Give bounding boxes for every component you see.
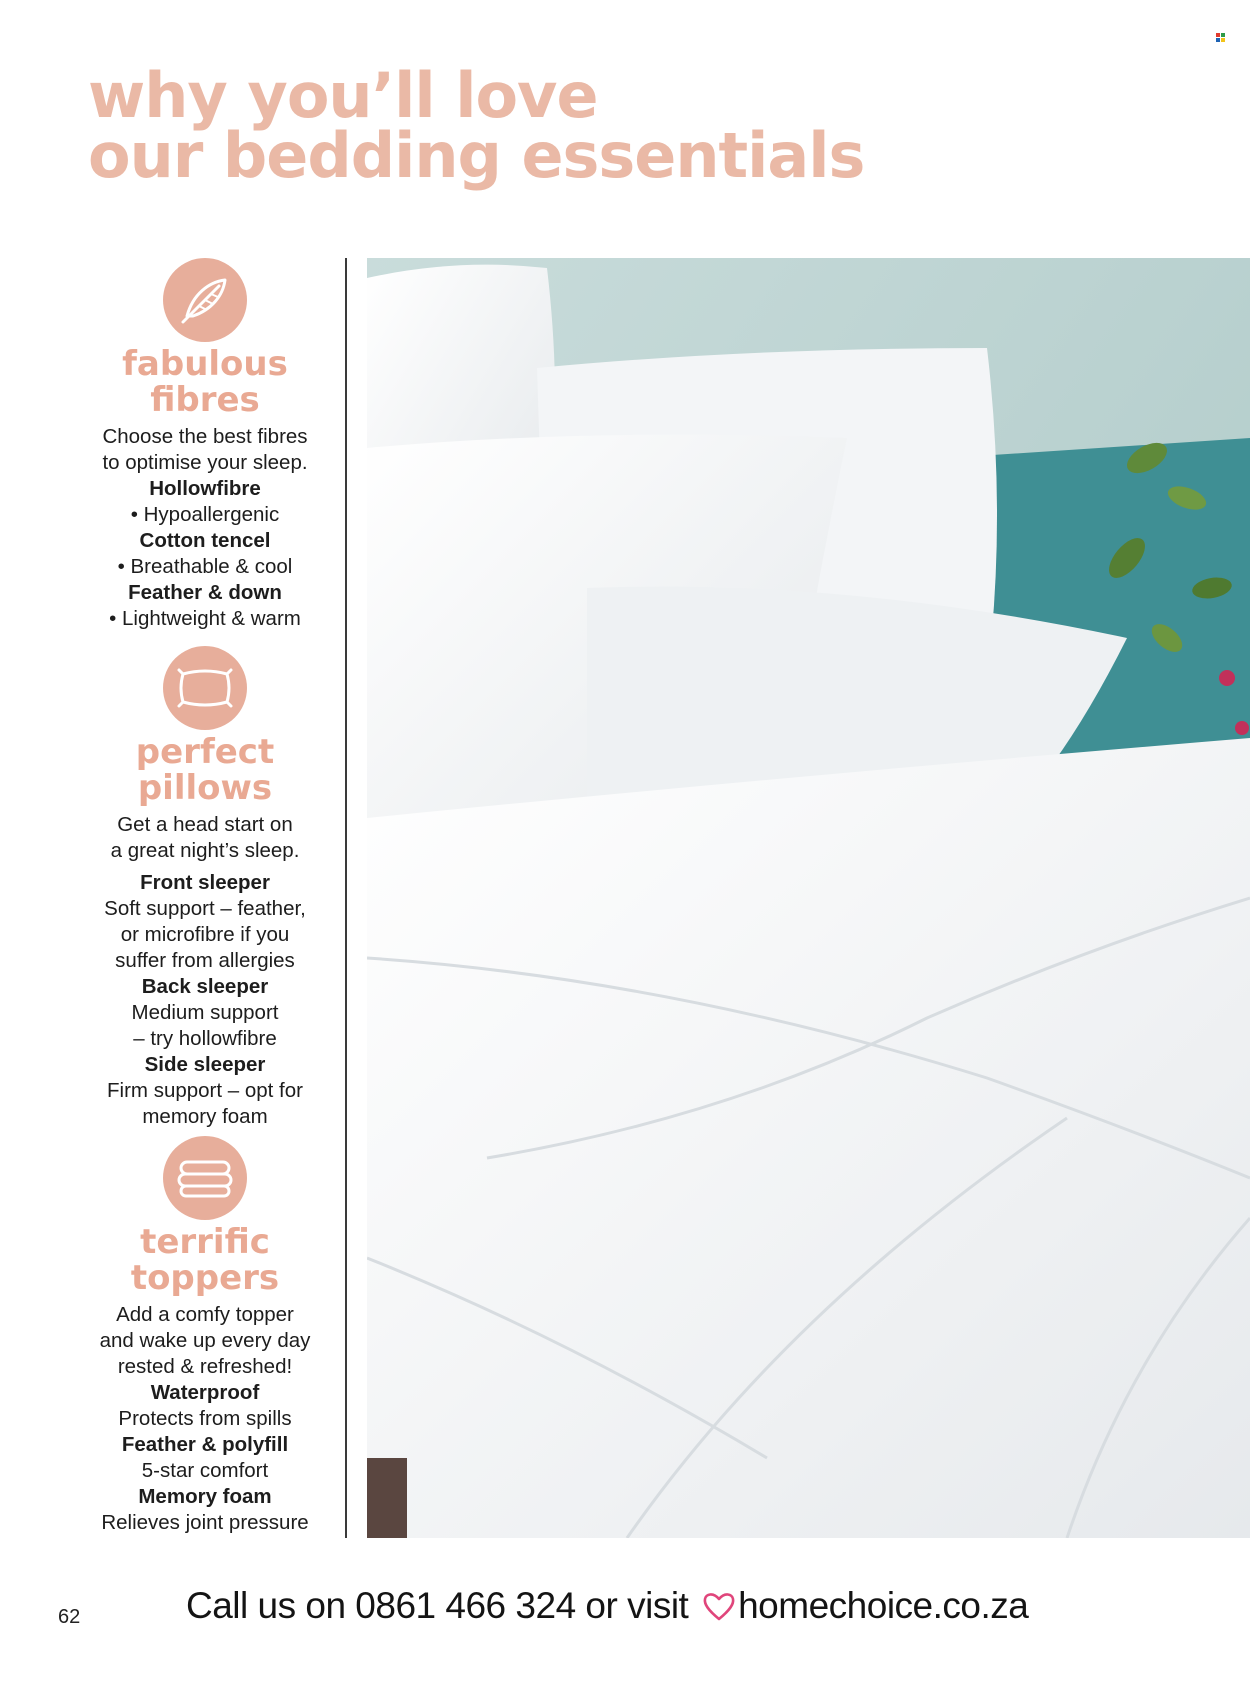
footer-contact: [186, 1585, 1086, 1631]
item-desc: or microfibre if you: [120, 923, 290, 946]
section-body: [80, 1302, 330, 1536]
item-name: Feather & polyfill: [121, 1433, 289, 1456]
section-body: [80, 424, 330, 632]
section-title-line-2: toppers: [130, 1258, 280, 1298]
section-body: [80, 812, 330, 1130]
item-desc: Firm support – opt for: [107, 1079, 303, 1102]
pillow-icon: [163, 646, 247, 730]
intro-line: rested & refreshed!: [117, 1355, 293, 1378]
intro-line: Get a head start on: [117, 813, 293, 836]
section-title-line-1: terrific: [140, 1222, 270, 1262]
page-number: 62: [58, 1606, 81, 1628]
heart-logo-icon: [702, 1589, 736, 1631]
item-name: Front sleeper: [140, 871, 270, 894]
section-title-line-2: pillows: [137, 768, 273, 808]
item-desc: Soft support – feather,: [104, 897, 306, 920]
item-desc: Relieves joint pressure: [101, 1511, 309, 1534]
item-desc: – try hollowfibre: [133, 1027, 277, 1050]
section-title-line-1: perfect: [135, 732, 275, 772]
item-desc: 5-star comfort: [141, 1459, 269, 1482]
item-desc: Medium support: [131, 1001, 279, 1024]
color-registration-mark: [1216, 33, 1225, 42]
item-name: Memory foam: [138, 1485, 272, 1508]
pillows-and-duvet-photo: [367, 258, 1250, 1538]
item-name: Hollowfibre: [149, 477, 261, 500]
item-desc: memory foam: [142, 1105, 268, 1128]
intro-line: Add a comfy topper: [116, 1303, 294, 1326]
item-name: Side sleeper: [144, 1053, 266, 1076]
section-title: [80, 346, 330, 418]
heading-line-1: why you’ll love: [88, 59, 598, 132]
item-desc: • Breathable & cool: [117, 555, 293, 578]
section-title-line-1: fabulous: [122, 344, 288, 384]
section-perfect-pillows: [80, 646, 330, 1130]
intro-line: and wake up every day: [99, 1329, 311, 1352]
item-name: Waterproof: [150, 1381, 260, 1404]
item-desc: suffer from allergies: [115, 949, 295, 972]
website-link[interactable]: homechoice.co.za: [738, 1585, 1029, 1626]
section-fabulous-fibres: [80, 258, 330, 632]
section-terrific-toppers: [80, 1136, 330, 1536]
mattress-topper-icon: [163, 1136, 247, 1220]
item-desc: • Lightweight & warm: [109, 607, 301, 630]
heading-line-2: our bedding essentials: [88, 119, 865, 192]
section-title: [80, 734, 330, 806]
section-title-line-2: fibres: [150, 380, 260, 420]
intro-line: to optimise your sleep.: [102, 451, 308, 474]
feather-icon: [163, 258, 247, 342]
intro-line: a great night’s sleep.: [110, 839, 300, 862]
item-name: Cotton tencel: [139, 529, 271, 552]
item-desc: • Hypoallergenic: [130, 503, 280, 526]
page-heading: [88, 59, 865, 192]
column-divider: [345, 258, 347, 1538]
call-text: Call us on 0861 466 324 or visit: [186, 1585, 689, 1626]
item-name: Feather & down: [128, 581, 282, 604]
item-desc: Protects from spills: [118, 1407, 292, 1430]
item-name: Back sleeper: [141, 975, 269, 998]
section-title: [80, 1224, 330, 1296]
intro-line: Choose the best fibres: [102, 425, 308, 448]
